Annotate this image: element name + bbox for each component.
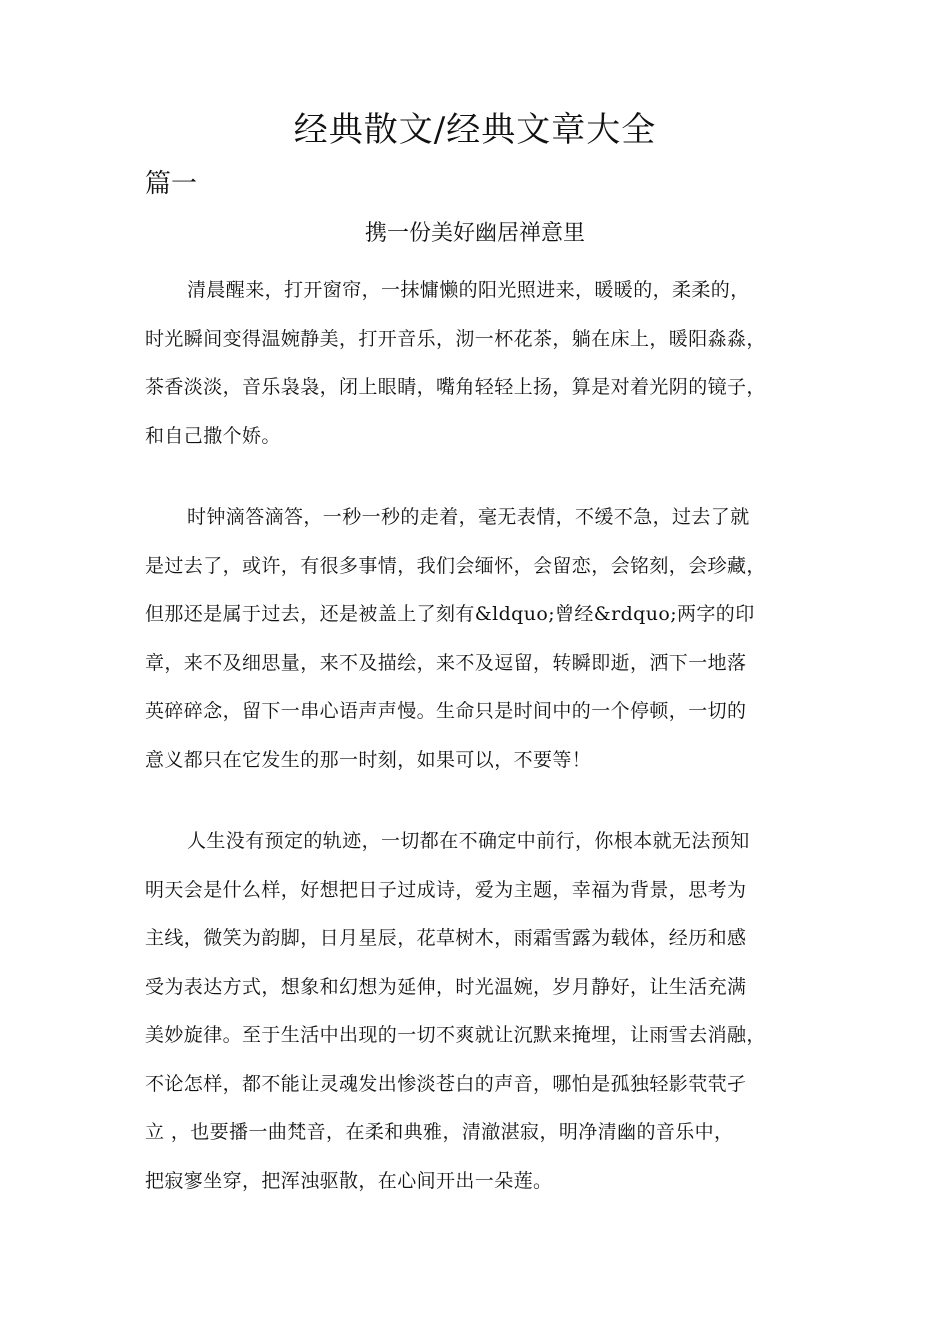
document-title: 经典散文/经典文章大全 [293,110,657,150]
paragraph-line: 茶香淡淡，音乐袅袅，闭上眼睛，嘴角轻轻上扬，算是对着光阴的镜子， [145,376,766,398]
paragraph-line: 清晨醒来，打开窗帘，一抹慵懒的阳光照进来，暖暖的，柔柔的， [187,279,750,301]
paragraph-line: 把寂寥坐穿，把浑浊驱散，在心间开出一朵莲。 [145,1169,553,1192]
paragraph-line: 明天会是什么样，好想把日子过成诗，爱为主题，幸福为背景，思考为 [145,878,747,901]
paragraph-line: 立 ，也要播一曲梵音，在柔和典雅，清澈湛寂，明净清幽的音乐中， [145,1121,734,1143]
section-label: 篇一 [145,169,198,199]
paragraph-line: 意义都只在它发生的那一时刻，如果可以，不要等！ [145,748,592,771]
paragraph-3 [145,817,807,1205]
paragraph-line: 不论怎样，都不能让灵魂发出惨淡苍白的声音，哪怕是孤独轻影茕茕孑 [145,1072,747,1095]
paragraph-line: 时钟滴答滴答，一秒一秒的走着，毫无表情，不缓不急，过去了就 [187,506,750,528]
paragraph-line: 美妙旋律。至于生活中出现的一切不爽就让沉默来掩埋，让雨雪去消融， [145,1024,766,1046]
paragraph-line: 是过去了，或许，有很多事情，我们会缅怀，会留恋，会铭刻，会珍藏， [145,554,766,577]
paragraph-1 [145,266,807,460]
paragraph-line: 英碎碎念，留下一串心语声声慢。生命只是时间中的一个停顿，一切的 [145,700,747,722]
paragraph-line: 主线，微笑为韵脚，日月星辰，花草树木，雨霜雪露为载体，经历和感 [145,927,747,949]
paragraph-line: 受为表达方式，想象和幻想为延伸，时光温婉，岁月静好，让生活充满 [145,975,747,998]
paragraph-line: 人生没有预定的轨迹，一切都在不确定中前行，你根本就无法预知 [187,830,750,852]
paragraph-line: 和自己撒个娇。 [145,424,281,447]
paragraph-line: 但那还是属于过去，还是被盖上了刻有&ldquo;曾经&rdquo;两字的印 [145,603,755,625]
paragraph-2 [145,493,807,784]
essay-title: 携一份美好幽居禅意里 [364,221,585,246]
paragraph-line: 章，来不及细思量，来不及描绘，来不及逗留，转瞬即逝，洒下一地落 [145,651,747,674]
paragraph-line: 时光瞬间变得温婉静美，打开音乐，沏一杯花茶，躺在床上，暖阳淼淼， [145,327,766,350]
